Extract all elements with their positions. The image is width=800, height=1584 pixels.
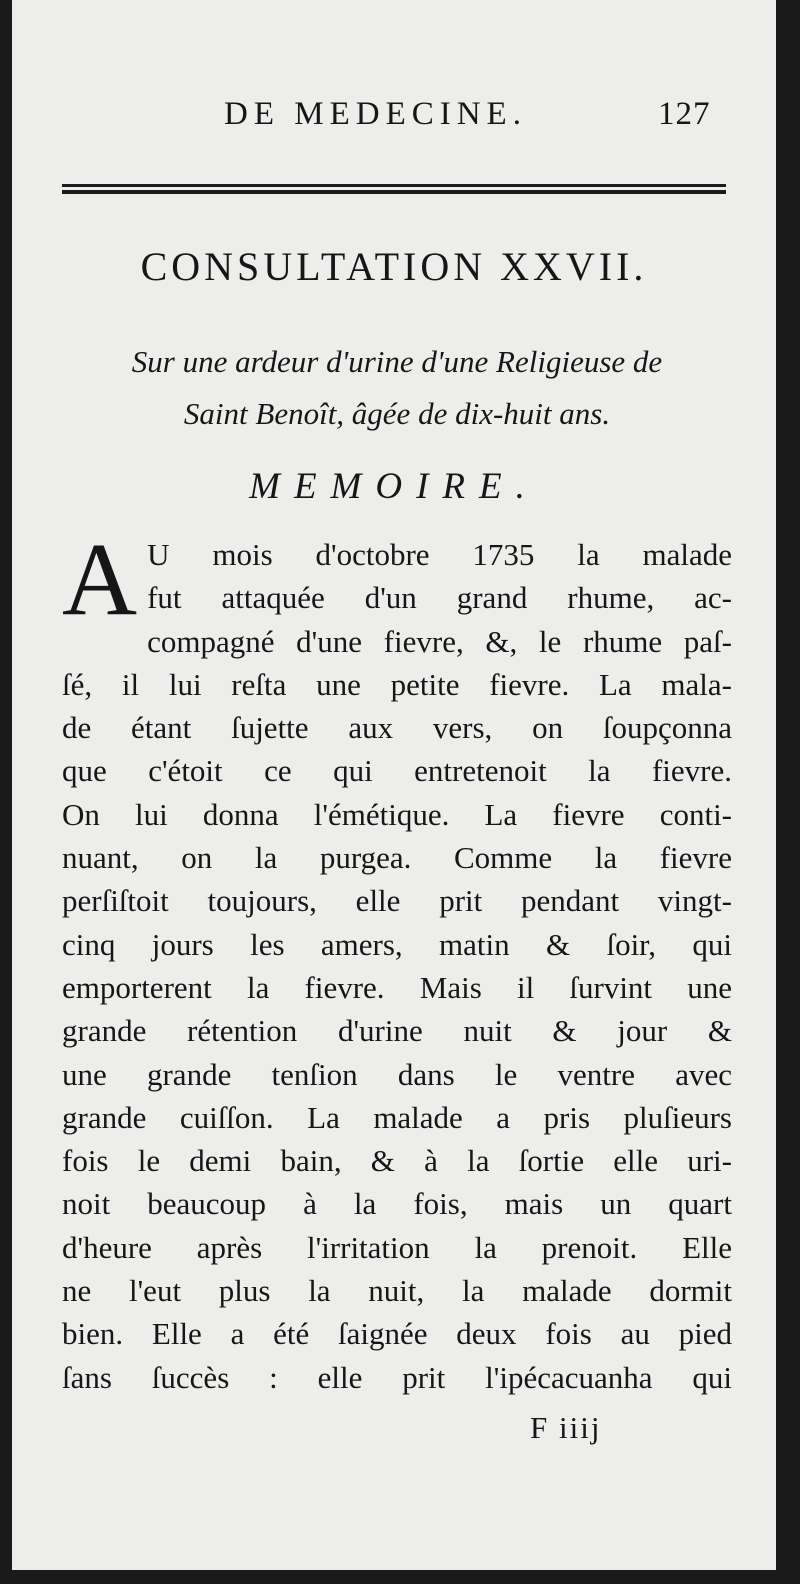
body-line: une grande tenſion dans le ventre avec xyxy=(62,1056,732,1092)
header-rule xyxy=(62,184,726,194)
body-line: U mois d'octobre 1735 la malade xyxy=(147,537,732,572)
running-head xyxy=(12,96,776,146)
body-line: cinq jours les amers, matin & ſoir, qui xyxy=(62,926,732,962)
body-line: ſé, il lui reſta une petite fievre. La mala- xyxy=(62,666,732,702)
body-line: On lui donna l'émétique. La fievre conti- xyxy=(62,796,732,832)
body-line: nuant, on la purgea. Comme la fievre xyxy=(62,840,732,876)
book-page xyxy=(12,0,776,1570)
body-line: emporterent la fievre. Mais il ſurvint une xyxy=(62,969,732,1005)
body-line: ne l'eut plus la nuit, la malade dormit xyxy=(62,1273,732,1309)
body-line: ſans ſuccès : elle prit l'ipécacuanha qui xyxy=(62,1359,732,1395)
drop-cap: A xyxy=(62,522,138,637)
body-line: de étant ſujette aux vers, on ſoupçonna xyxy=(62,710,732,746)
consultation-subject xyxy=(52,336,742,440)
body-text xyxy=(62,522,732,1399)
running-head-title: DE MEDECINE. xyxy=(224,96,527,132)
body-line: noit beaucoup à la fois, mais un quart xyxy=(62,1186,732,1222)
body-line: d'heure après l'irritation la prenoit. Elle xyxy=(62,1229,732,1265)
body-line: grande cuiſſon. La malade a pris pluſieurs xyxy=(62,1099,732,1135)
body-line: fois le demi bain, & à la ſortie elle uri- xyxy=(62,1143,732,1179)
body-line: compagné d'une fievre, &, le rhume paſ- xyxy=(147,623,732,659)
body-line: que c'étoit ce qui entretenoit la fievre. xyxy=(62,753,732,789)
body-line: grande rétention d'urine nuit & jour & xyxy=(62,1013,732,1049)
subject-line-1: Sur une ardeur d'urine d'une Religieuse de xyxy=(131,344,663,379)
body-line: fut attaquée d'un grand rhume, ac- xyxy=(147,580,732,616)
memoire-title: MEMOIRE. xyxy=(249,466,539,507)
consultation-heading: CONSULTATION XXVII. xyxy=(140,244,648,289)
subject-line-2: Saint Benoît, âgée de dix-huit ans. xyxy=(183,396,611,431)
body-line: bien. Elle a été ſaignée deux fois au pied xyxy=(62,1316,732,1352)
page-number: 127 xyxy=(658,96,711,132)
body-line: perſiſtoit toujours, elle prit pendant vingt- xyxy=(62,883,732,919)
signature-mark: F iiij xyxy=(530,1410,602,1445)
